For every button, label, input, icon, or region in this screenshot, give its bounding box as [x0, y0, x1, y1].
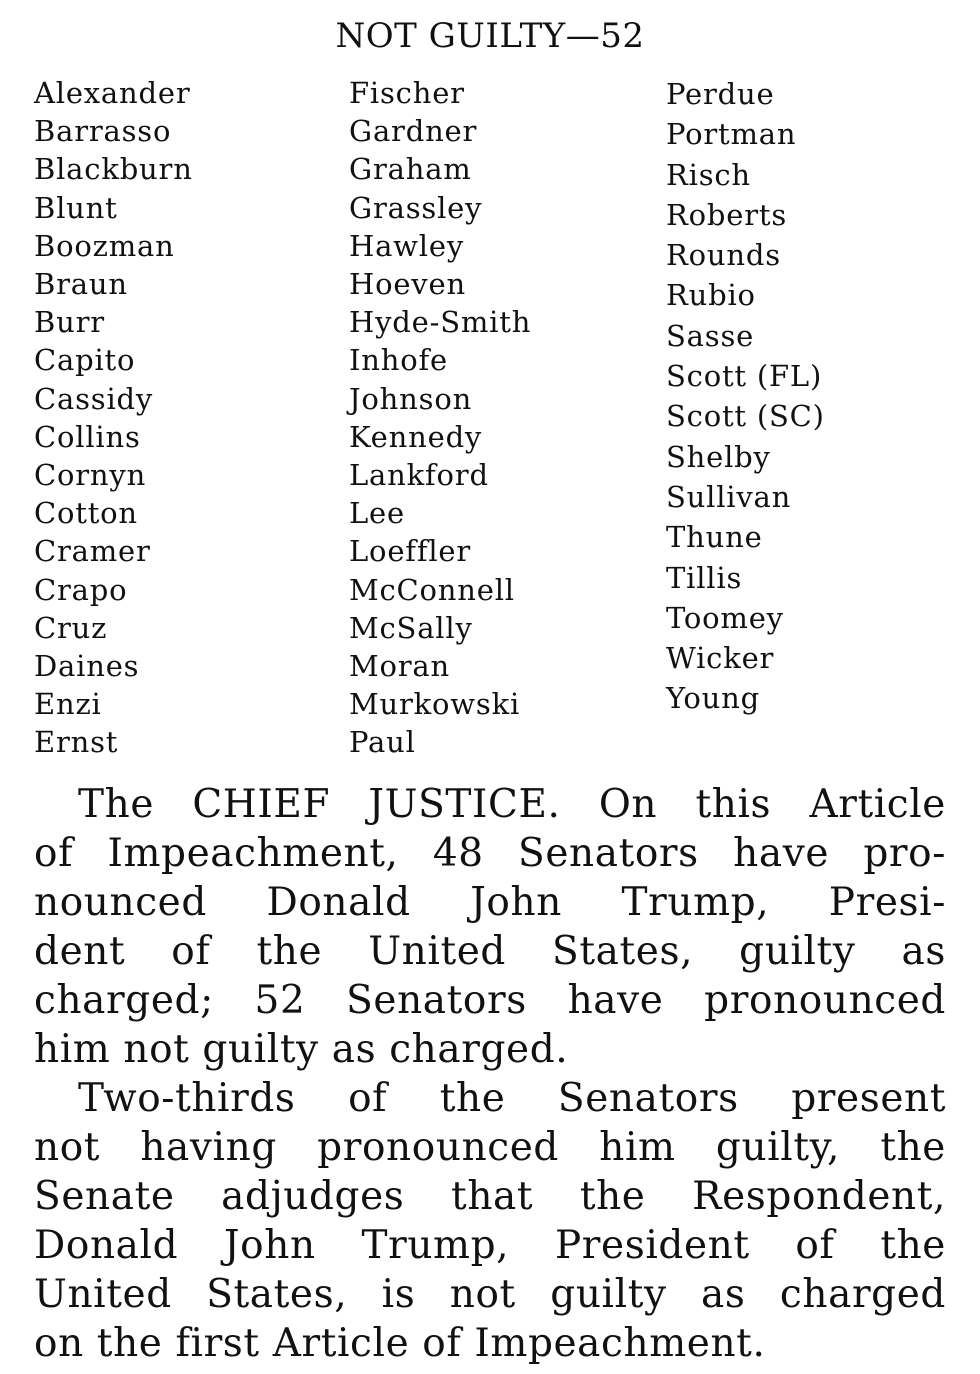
senator-name: Cruz — [34, 610, 108, 645]
senator-name: Inhofe — [349, 343, 448, 378]
senator-name: Murkowski — [349, 687, 521, 722]
senator-name: Cotton — [34, 496, 138, 531]
senator-name: Burr — [34, 305, 105, 340]
senator-name: Loeffler — [349, 534, 472, 569]
senator-name: Lankford — [349, 458, 489, 493]
text-line: on the first Article of Impeachment. — [34, 1321, 766, 1366]
senator-name: Grassley — [349, 190, 483, 225]
senator-name: Boozman — [34, 228, 175, 263]
senator-name: Sasse — [666, 318, 755, 353]
text-line: nounced Donald John Trump, Presi- — [34, 880, 946, 925]
text-line: of Impeachment, 48 Senators have pro- — [34, 831, 946, 876]
senator-name: Scott (SC) — [666, 399, 825, 434]
senator-name: Johnson — [349, 381, 473, 416]
senator-name: Crapo — [34, 572, 128, 607]
senator-name: McSally — [349, 610, 473, 645]
senator-name: Graham — [349, 152, 472, 187]
senator-name: Perdue — [666, 77, 775, 111]
senator-name: Collins — [34, 419, 141, 454]
senator-name: Ernst — [34, 725, 119, 760]
senator-name: Hoeven — [349, 267, 466, 302]
senator-name: Daines — [34, 649, 140, 684]
text-line: The CHIEF JUSTICE. On this Article — [78, 782, 946, 827]
senator-name: Thune — [666, 520, 763, 555]
senator-name: Braun — [34, 267, 128, 302]
senator-name: Enzi — [34, 687, 102, 722]
text-line: charged; 52 Senators have pronounced — [34, 978, 946, 1023]
judgment-paragraph — [34, 1074, 946, 1368]
senator-name: Rounds — [666, 238, 781, 273]
senator-name: Portman — [666, 117, 797, 152]
senator-name: Shelby — [666, 439, 771, 474]
senator-name: Scott (FL) — [666, 359, 823, 394]
senator-names-column-1 — [34, 74, 193, 762]
text-line: Senate adjudges that the Respondent, — [34, 1174, 946, 1219]
senator-name: Roberts — [666, 197, 788, 232]
senator-name: Paul — [349, 725, 416, 760]
senator-name: Hyde-Smith — [349, 305, 532, 340]
text-line: United States, is not guilty as charged — [34, 1272, 946, 1317]
senator-name: Cramer — [34, 534, 151, 569]
text-line: Two-thirds of the Senators present — [78, 1076, 946, 1121]
senator-name: Alexander — [34, 76, 191, 110]
text-line: him not guilty as charged. — [34, 1027, 569, 1072]
senator-name: Rubio — [666, 278, 756, 313]
text-line: not having pronounced him guilty, the — [34, 1125, 946, 1170]
senator-name: Moran — [349, 649, 450, 684]
senator-name: Kennedy — [349, 419, 483, 454]
senator-name: Capito — [34, 343, 136, 378]
vote-heading: NOT GUILTY—52 — [335, 16, 645, 56]
senator-name: Cornyn — [34, 458, 147, 493]
senator-name: Cassidy — [34, 381, 154, 416]
senator-name: Young — [666, 681, 761, 716]
senator-names-column-3 — [666, 74, 825, 719]
senator-name: Barrasso — [34, 114, 172, 149]
senator-name: Gardner — [349, 114, 478, 149]
senator-name: Wicker — [666, 641, 775, 676]
senator-name: Tillis — [666, 560, 743, 595]
chief-justice-statement-paragraph — [34, 780, 946, 1074]
senator-name: Hawley — [349, 228, 465, 263]
senator-name: Lee — [349, 496, 405, 531]
record-text — [34, 780, 946, 1368]
senator-name: McConnell — [349, 572, 515, 607]
senator-name: Blunt — [34, 190, 118, 225]
senator-name: Toomey — [666, 600, 784, 635]
text-line: dent of the United States, guilty as — [34, 929, 946, 974]
senator-name: Blackburn — [34, 152, 193, 187]
senator-name: Risch — [666, 157, 751, 192]
text-line: Donald John Trump, President of the — [34, 1223, 946, 1268]
senator-name: Fischer — [349, 76, 465, 110]
senator-names-column-2 — [349, 74, 531, 762]
senator-name: Sullivan — [666, 479, 792, 514]
